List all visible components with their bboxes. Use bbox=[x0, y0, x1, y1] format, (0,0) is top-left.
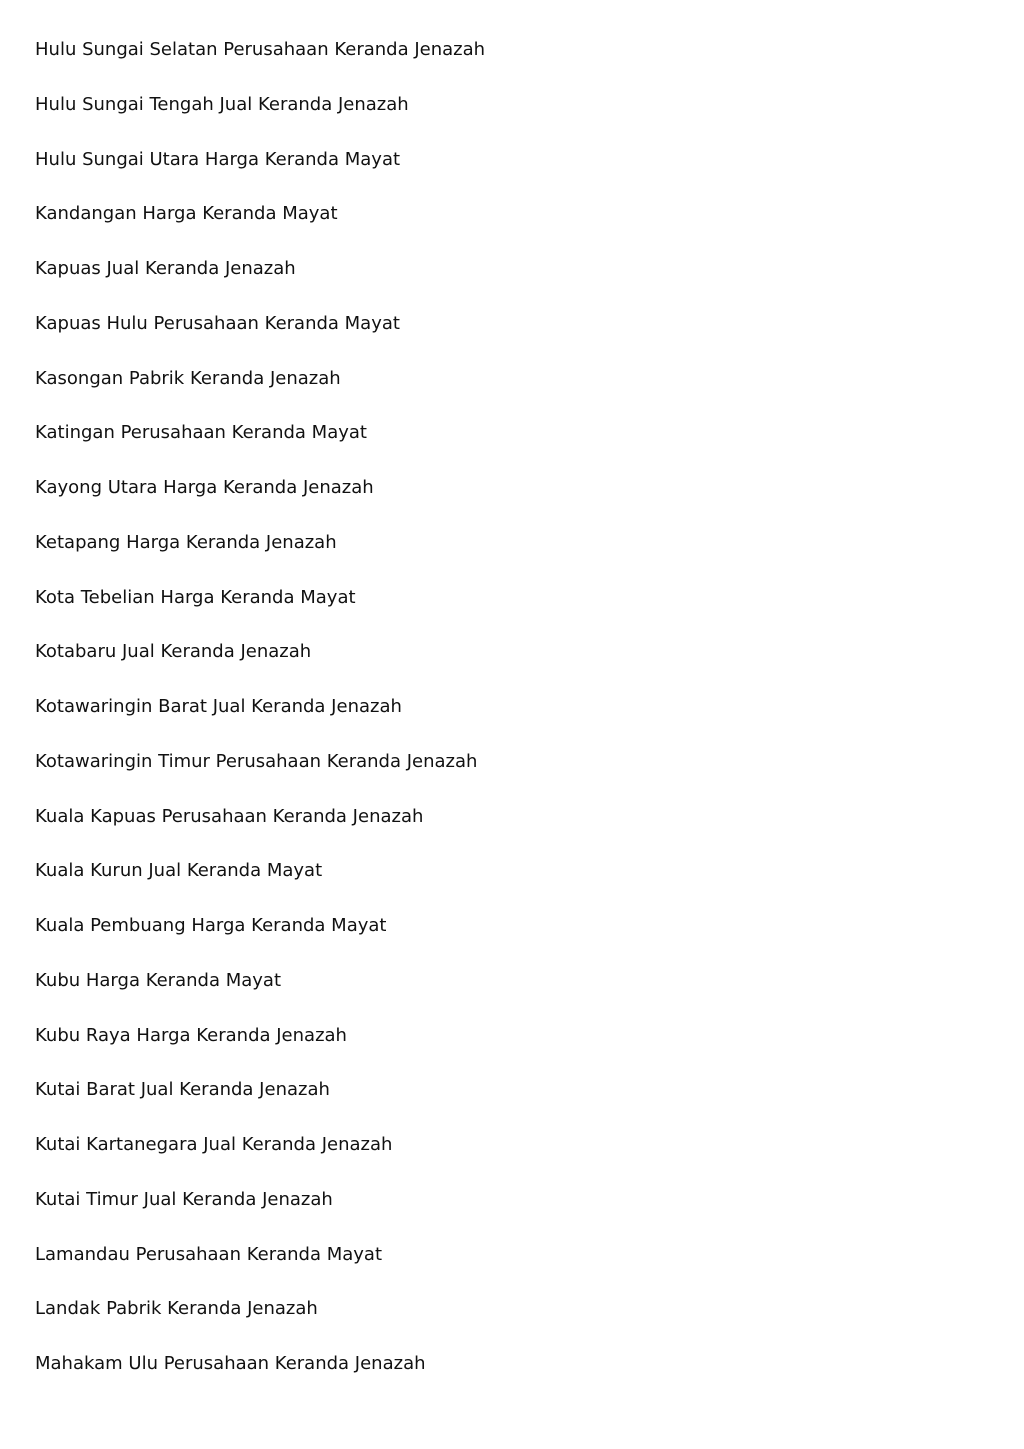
list-item: Kotabaru Jual Keranda Jenazah bbox=[35, 641, 312, 663]
list-item: Kapuas Jual Keranda Jenazah bbox=[35, 258, 296, 279]
location-list bbox=[35, 37, 485, 1406]
list-item: Hulu Sungai Tengah Jual Keranda Jenazah bbox=[35, 93, 409, 115]
list-item: Lamandau Perusahaan Keranda Mayat bbox=[35, 1243, 383, 1265]
list-item: Kota Tebelian Harga Keranda Mayat bbox=[35, 586, 356, 608]
list-item: Hulu Sungai Selatan Perusahaan Keranda Jenazah bbox=[35, 39, 486, 60]
list-item: Kutai Barat Jual Keranda Jenazah bbox=[35, 1079, 330, 1101]
list-item: Kasongan Pabrik Keranda Jenazah bbox=[35, 367, 341, 389]
list-item: Kutai Kartanegara Jual Keranda Jenazah bbox=[35, 1134, 393, 1155]
list-item: Kotawaringin Barat Jual Keranda Jenazah bbox=[35, 696, 402, 717]
list-item: Kuala Pembuang Harga Keranda Mayat bbox=[35, 915, 387, 936]
list-item: Landak Pabrik Keranda Jenazah bbox=[35, 1298, 318, 1320]
list-item: Kubu Harga Keranda Mayat bbox=[35, 969, 281, 991]
list-item: Hulu Sungai Utara Harga Keranda Mayat bbox=[35, 148, 401, 170]
list-item: Ketapang Harga Keranda Jenazah bbox=[35, 531, 337, 553]
list-item: Kandangan Harga Keranda Mayat bbox=[35, 203, 338, 225]
list-item: Kuala Kurun Jual Keranda Mayat bbox=[35, 860, 323, 882]
list-item: Kutai Timur Jual Keranda Jenazah bbox=[35, 1188, 333, 1210]
list-item: Kapuas Hulu Perusahaan Keranda Mayat bbox=[35, 312, 400, 334]
list-item: Kuala Kapuas Perusahaan Keranda Jenazah bbox=[35, 805, 424, 827]
list-item: Katingan Perusahaan Keranda Mayat bbox=[35, 422, 367, 444]
list-item: Kotawaringin Timur Perusahaan Keranda Jenazah bbox=[35, 750, 478, 772]
list-item: Kayong Utara Harga Keranda Jenazah bbox=[35, 477, 374, 498]
list-item: Kubu Raya Harga Keranda Jenazah bbox=[35, 1024, 347, 1046]
list-item: Mahakam Ulu Perusahaan Keranda Jenazah bbox=[35, 1353, 426, 1374]
